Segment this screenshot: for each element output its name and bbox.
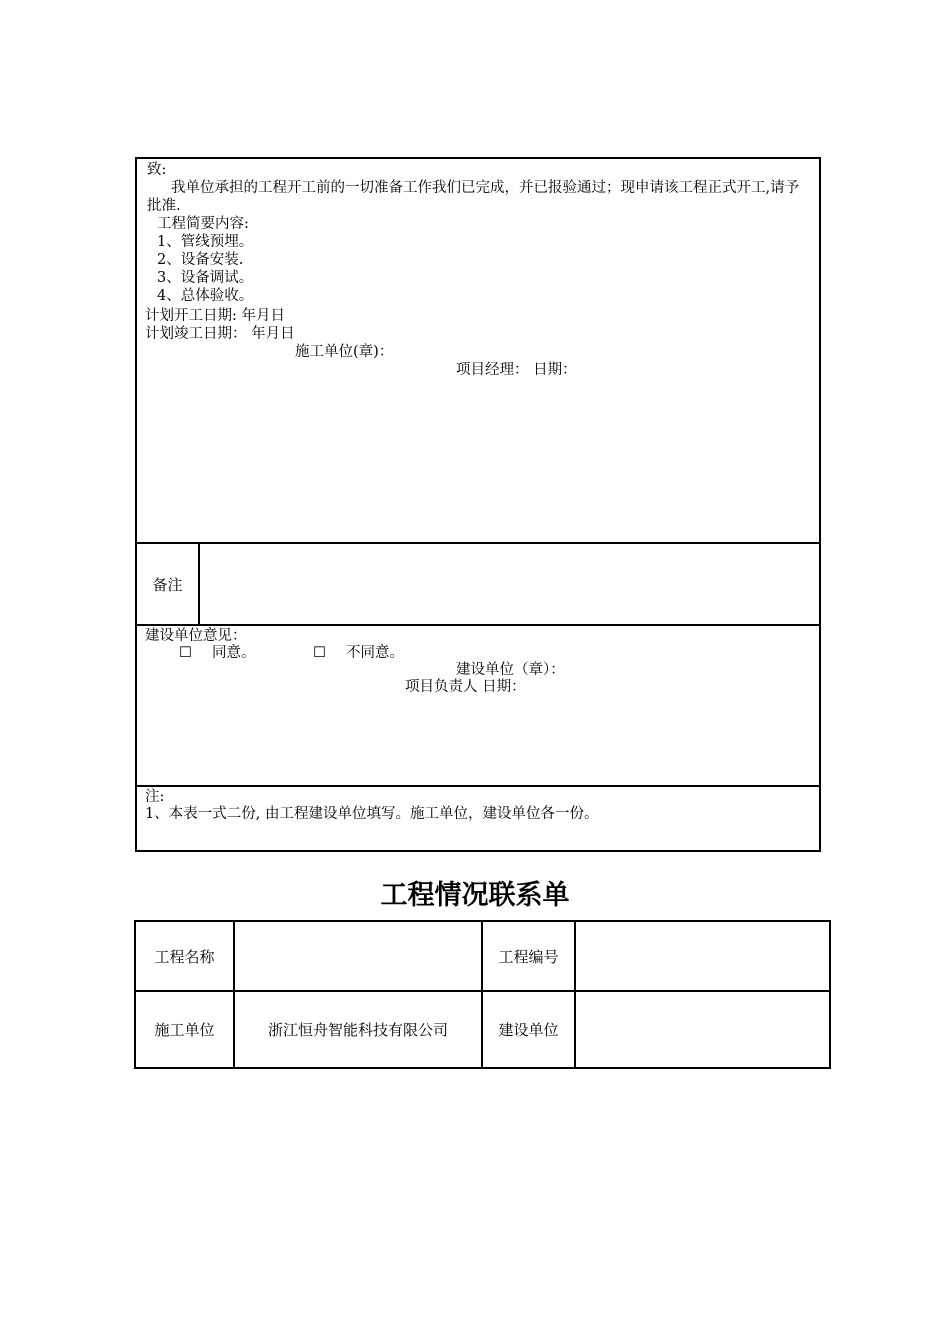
disagree-label: 不同意。 [346,645,404,661]
divider-notes-top [135,785,821,787]
disagree-checkbox[interactable]: ☐ [313,645,326,661]
notes-line-1: 1、本表一式二份, 由工程建设单位填写。施工单位，建设单位各一份。 [145,806,599,822]
owner-value[interactable] [576,992,829,1067]
remarks-label: 备注 [152,575,183,594]
notes-heading: 注: [145,789,165,805]
summary-item-2: 2、设备安装. [157,252,244,268]
contractor-seal: 施工单位(章)： [295,344,394,360]
agree-label: 同意。 [212,645,256,661]
contractor-label: 施工单位 [154,1021,215,1039]
contact-form-title: 工程情况联系单 [380,880,570,911]
project-name-label: 工程名称 [154,947,215,966]
project-name-value[interactable] [235,922,481,990]
summary-item-1: 1、管线预埋。 [157,234,254,250]
agree-checkbox[interactable]: ☐ [179,645,192,661]
application-table [135,157,821,852]
divider-remarks-vertical [198,542,200,626]
manager-date: 项目经理： 日期： [456,362,577,378]
summary-heading: 工程简要内容: [157,216,249,232]
summary-item-3: 3、设备调试。 [157,270,254,286]
leader-date: 项目负责人 日期： [405,679,526,695]
to-line: 致: [147,162,167,178]
project-no-value[interactable] [576,922,829,990]
owner-label: 建设单位 [498,1021,559,1039]
divider-remarks-bottom [135,624,821,626]
contractor-value[interactable]: 浙江恒舟智能科技有限公司 [267,1021,448,1039]
summary-item-4: 4、总体验收。 [157,288,254,304]
owner-seal: 建设单位（章）： [456,662,565,678]
plan-start-date: 计划开工日期: 年月日 [145,308,285,324]
divider-remarks-top [135,542,821,544]
owner-opinion-heading: 建设单位意见： [145,628,247,644]
contact-form-table [134,920,831,1069]
plan-end-date: 计划竣工日期： 年月日 [145,326,295,342]
project-no-label: 工程编号 [498,947,559,966]
body-paragraph: 我单位承担的工程开工前的一切准备工作我们已完成，并已报验通过；现申请该工程正式开工,请予批准. [147,180,800,214]
